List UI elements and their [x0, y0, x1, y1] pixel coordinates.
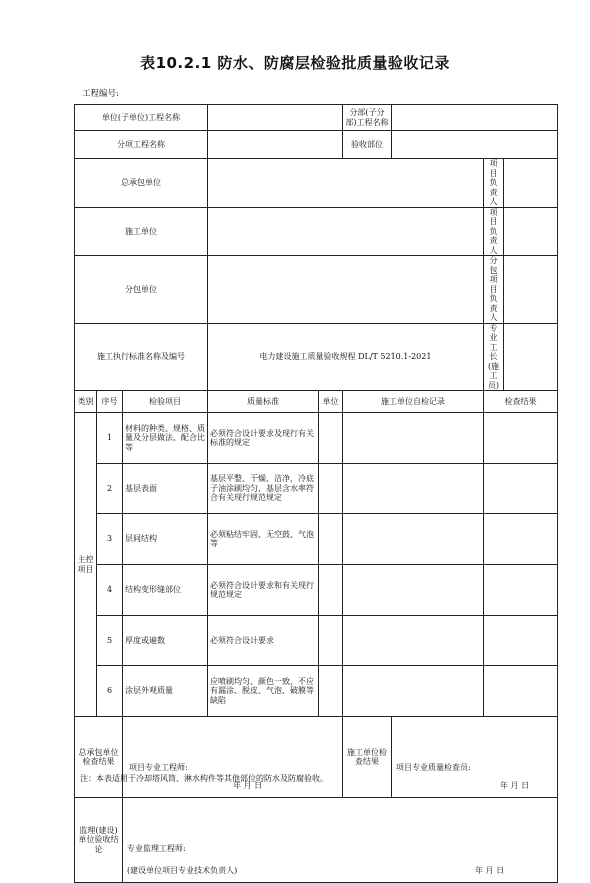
table-row	[75, 413, 558, 464]
gc-date: 年 月 日	[233, 781, 263, 790]
header-row-subcontractor	[75, 256, 558, 324]
item-result[interactable]	[484, 413, 558, 464]
item-name: 基层表面	[123, 464, 208, 514]
table-row	[75, 464, 558, 514]
supervision-engineer-label: 专业监理工程师:	[127, 844, 186, 853]
standard-value: 电力建设施工质量验收规程 DL/T 5210.1-2021	[208, 323, 484, 391]
subcontractor-label: 分包单位	[75, 256, 208, 324]
item-standard: 应喷刷均匀、颜色一致，不应有漏涂、脱皮、气泡、破膜等缺陷	[208, 666, 319, 717]
cu-inspector-label: 项目专业质量检查员:	[396, 763, 471, 772]
item-no: 1	[97, 413, 123, 464]
item-name: 涂层外观质量	[123, 666, 208, 717]
item-unit[interactable]	[319, 666, 343, 717]
item-self-check[interactable]	[343, 514, 484, 565]
sub-project-value[interactable]	[392, 105, 558, 131]
supervision-signature-area[interactable]	[123, 798, 558, 883]
item-name: 材料的种类、规格、质量及分层做法、配合比等	[123, 413, 208, 464]
col-result: 检查结果	[484, 391, 558, 413]
cu-date: 年 月 日	[500, 781, 530, 790]
page-title: 表10.2.1 防水、防腐层检验批质量验收记录	[140, 54, 450, 72]
item-standard: 必须符合设计要求及现行有关标准的规定	[208, 413, 319, 464]
general-contractor-label: 总承包单位	[75, 159, 208, 208]
item-no: 6	[97, 666, 123, 717]
inspect-part-value[interactable]	[392, 131, 558, 159]
category-main-control: 主控项目	[75, 413, 97, 717]
item-no: 4	[97, 565, 123, 616]
construction-unit-value[interactable]	[208, 207, 484, 256]
header-row-unit-project	[75, 105, 558, 131]
project-leader-2-label: 项目负责人	[484, 207, 504, 256]
supervision-row	[75, 798, 558, 883]
header-row-standard	[75, 323, 558, 391]
cu-signature-area[interactable]	[392, 717, 558, 798]
cu-conclusion-label: 施工单位检查结果	[343, 717, 392, 798]
project-leader-label: 项目负责人	[484, 159, 504, 208]
footnote: 注：本表适用于冷却塔风筒、淋水构件等其他部位的防水及防腐验收。	[80, 774, 328, 783]
item-self-check[interactable]	[343, 413, 484, 464]
item-standard: 基层平整、干燥、洁净，冷底子油涂刷均匀，基层含水率符合有关现行规范规定	[208, 464, 319, 514]
item-name: 厚度或遍数	[123, 616, 208, 666]
item-result[interactable]	[484, 666, 558, 717]
unit-project-label: 单位(子单位)工程名称	[75, 105, 208, 131]
item-standard: 必须符合设计要求	[208, 616, 319, 666]
project-leader-2-value[interactable]	[504, 207, 558, 256]
col-seq: 序号	[97, 391, 123, 413]
supervision-date: 年 月 日	[475, 866, 505, 875]
inspect-part-label: 验收部位	[343, 131, 392, 159]
sub-project-leader-label: 分包项目负责人	[484, 256, 504, 324]
item-unit[interactable]	[319, 514, 343, 565]
unit-project-value[interactable]	[208, 105, 343, 131]
col-category: 类别	[75, 391, 97, 413]
item-unit[interactable]	[319, 413, 343, 464]
item-project-label: 分项工程名称	[75, 131, 208, 159]
item-result[interactable]	[484, 565, 558, 616]
subcontractor-value[interactable]	[208, 256, 484, 324]
general-contractor-value[interactable]	[208, 159, 484, 208]
sub-project-leader-value[interactable]	[504, 256, 558, 324]
table-row	[75, 616, 558, 666]
sub-project-label: 分部(子分部)工程名称	[343, 105, 392, 131]
item-result[interactable]	[484, 514, 558, 565]
item-no: 3	[97, 514, 123, 565]
item-no: 2	[97, 464, 123, 514]
col-unit: 单位	[319, 391, 343, 413]
standard-label: 施工执行标准名称及编号	[75, 323, 208, 391]
col-self-check: 施工单位自检记录	[343, 391, 484, 413]
project-number-label: 工程编号:	[82, 89, 119, 99]
item-unit[interactable]	[319, 464, 343, 514]
inspection-record-table	[74, 104, 558, 883]
col-item: 检验项目	[123, 391, 208, 413]
col-standard: 质量标准	[208, 391, 319, 413]
supervision-label: 监理(建设)单位验收结论	[75, 798, 123, 883]
item-result[interactable]	[484, 464, 558, 514]
item-unit[interactable]	[319, 616, 343, 666]
item-self-check[interactable]	[343, 616, 484, 666]
project-leader-value[interactable]	[504, 159, 558, 208]
item-no: 5	[97, 616, 123, 666]
gc-engineer-label: 项目专业工程师:	[129, 763, 188, 772]
item-name: 结构变形缝部位	[123, 565, 208, 616]
conclusion-row	[75, 717, 558, 798]
item-standard: 必须符合设计要求和有关现行规范规定	[208, 565, 319, 616]
table-row	[75, 666, 558, 717]
table-row	[75, 514, 558, 565]
item-result[interactable]	[484, 616, 558, 666]
gc-conclusion-label: 总承包单位检查结果	[75, 717, 123, 798]
header-row-construction-unit	[75, 207, 558, 256]
foreman-value[interactable]	[504, 323, 558, 391]
foreman-label: 专业工长(施工员)	[484, 323, 504, 391]
construction-unit-label: 施工单位	[75, 207, 208, 256]
header-row-general-contractor	[75, 159, 558, 208]
item-name: 层间结构	[123, 514, 208, 565]
gc-signature-area[interactable]	[123, 717, 343, 798]
item-project-value[interactable]	[208, 131, 343, 159]
column-header-row	[75, 391, 558, 413]
item-self-check[interactable]	[343, 464, 484, 514]
item-unit[interactable]	[319, 565, 343, 616]
item-standard: 必须粘结牢固、无空鼓、气泡等	[208, 514, 319, 565]
item-self-check[interactable]	[343, 666, 484, 717]
table-row	[75, 565, 558, 616]
owner-tech-lead-label: (建设单位项目专业技术负责人)	[127, 866, 238, 875]
item-self-check[interactable]	[343, 565, 484, 616]
header-row-item-project	[75, 131, 558, 159]
